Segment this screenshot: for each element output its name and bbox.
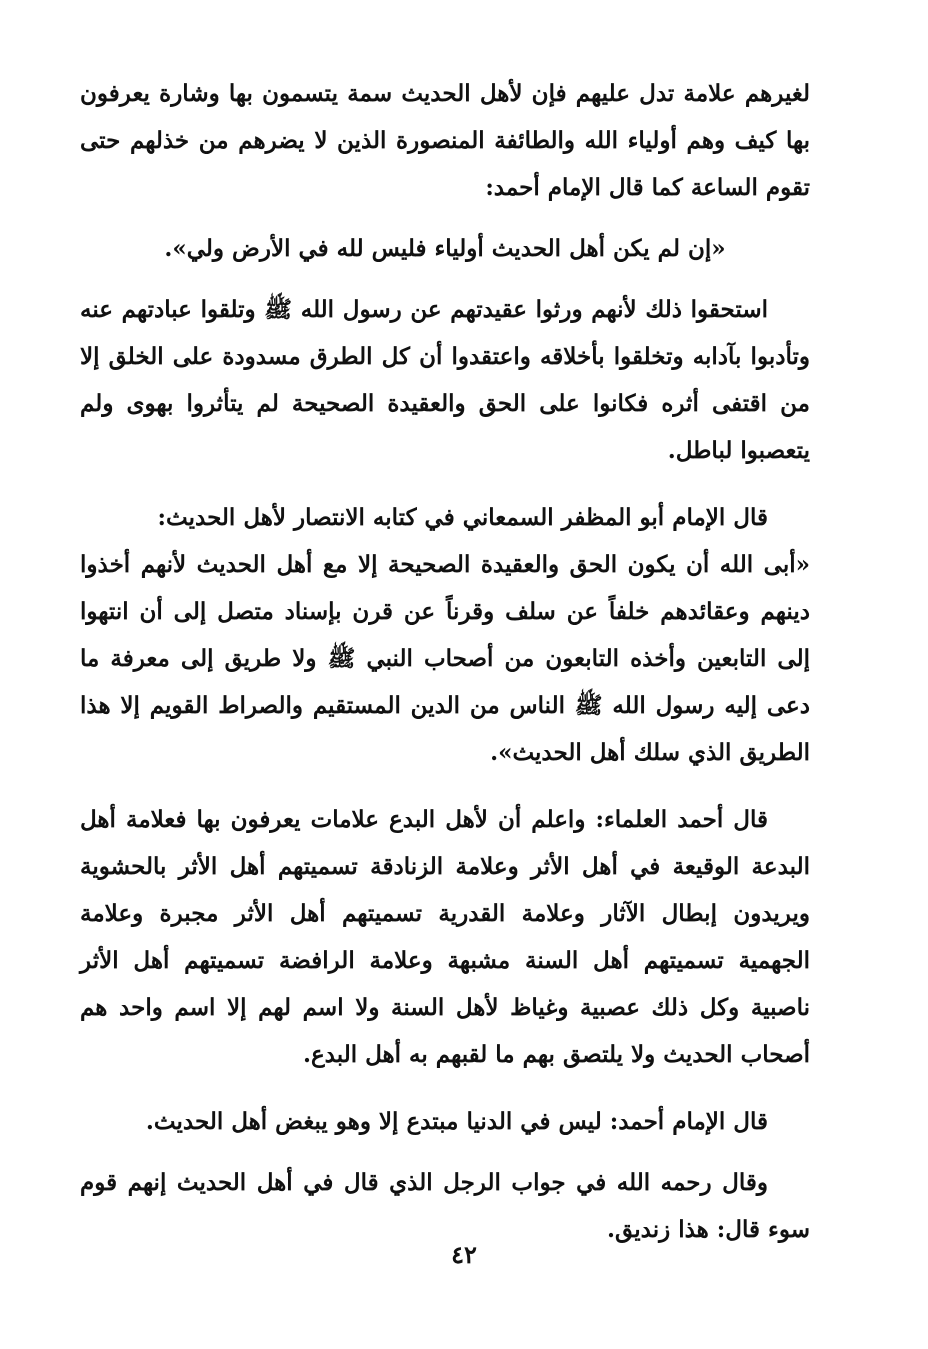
page-number: ٤٢	[451, 1240, 477, 1269]
paragraph-zindiq: وقال رحمه الله في جواب الرجل الذي قال في أهل الحديث إنهم قوم سوء قال: هذا زنديق.	[80, 1169, 810, 1243]
paragraph-intro: لغيرهم علامة تدل عليهم فإن لأهل الحديث سمة يتسمون بها وشارة يعرفون بها كيف وهم أولياء الله والطائفة المنصورة الذين لا يضرهم من خذلهم حتى تقوم الساعة كما قال الإمام أحمد:	[80, 80, 810, 201]
quote-samani: «أبى الله أن يكون الحق والعقيدة الصحيحة إلا مع أهل الحديث لأنهم أخذوا دينهم وعقائدهم خلفاً عن سلف وقرناً عن قرن بإسناد متصل إلى أن انتهوا إلى التابعين وأخذه التابعون من أصحاب النبي ﷺ ولا طريق إلى معرفة ما دعى إليه رسول الله ﷺ الناس من الدين المستقيم والصراط القويم إلا هذا الطريق الذي سلك أهل الحديث».	[80, 551, 810, 766]
paragraph-imam-ahmad-mubtadi: قال الإمام أحمد: ليس في الدنيا مبتدع إلا وهو يبغض أهل الحديث.	[145, 1108, 768, 1135]
paragraph-bida-signs: قال أحمد العلماء: واعلم أن لأهل البدع علامات يعرفون بها فعلامة أهل البدعة الوقيعة في أهل الأثر وعلامة الزنادقة تسميتهم أهل الأثر بالحشوية ويريدون إبطال الآثار وعلامة القدرية تسميتهم أهل الأثر مجبرة وعلامة الجهمية تسميتهم أهل السنة مشبهة وعلامة الرافضة تسميتهم أهل الأثر ناصبية وكل ذلك عصبية وغياظ لأهل السنة ولا اسم لهم إلا اسم واحد هم أصحاب الحديث ولا يلتصق بهم ما لقبهم به أهل البدع.	[80, 806, 810, 1068]
page-body	[80, 70, 810, 1253]
paragraph-inheritance: استحقوا ذلك لأنهم ورثوا عقيدتهم عن رسول الله ﷺ وتلقوا عبادتهم عنه وتأدبوا بآدابه وتخلقوا بأخلاقه واعتقدوا أن كل الطرق مسدودة على الخلق إلا من اقتفى أثره فكانوا على الحق والعقيدة الصحيحة لم يتأثروا بهوى ولم يتعصبوا لباطل.	[80, 296, 810, 464]
quote-imam-ahmad: «إن لم يكن أهل الحديث أولياء فليس لله في الأرض ولي».	[164, 235, 726, 262]
paragraph-samani-intro: قال الإمام أبو المظفر السمعاني في كتابه الانتصار لأهل الحديث:	[157, 504, 768, 531]
